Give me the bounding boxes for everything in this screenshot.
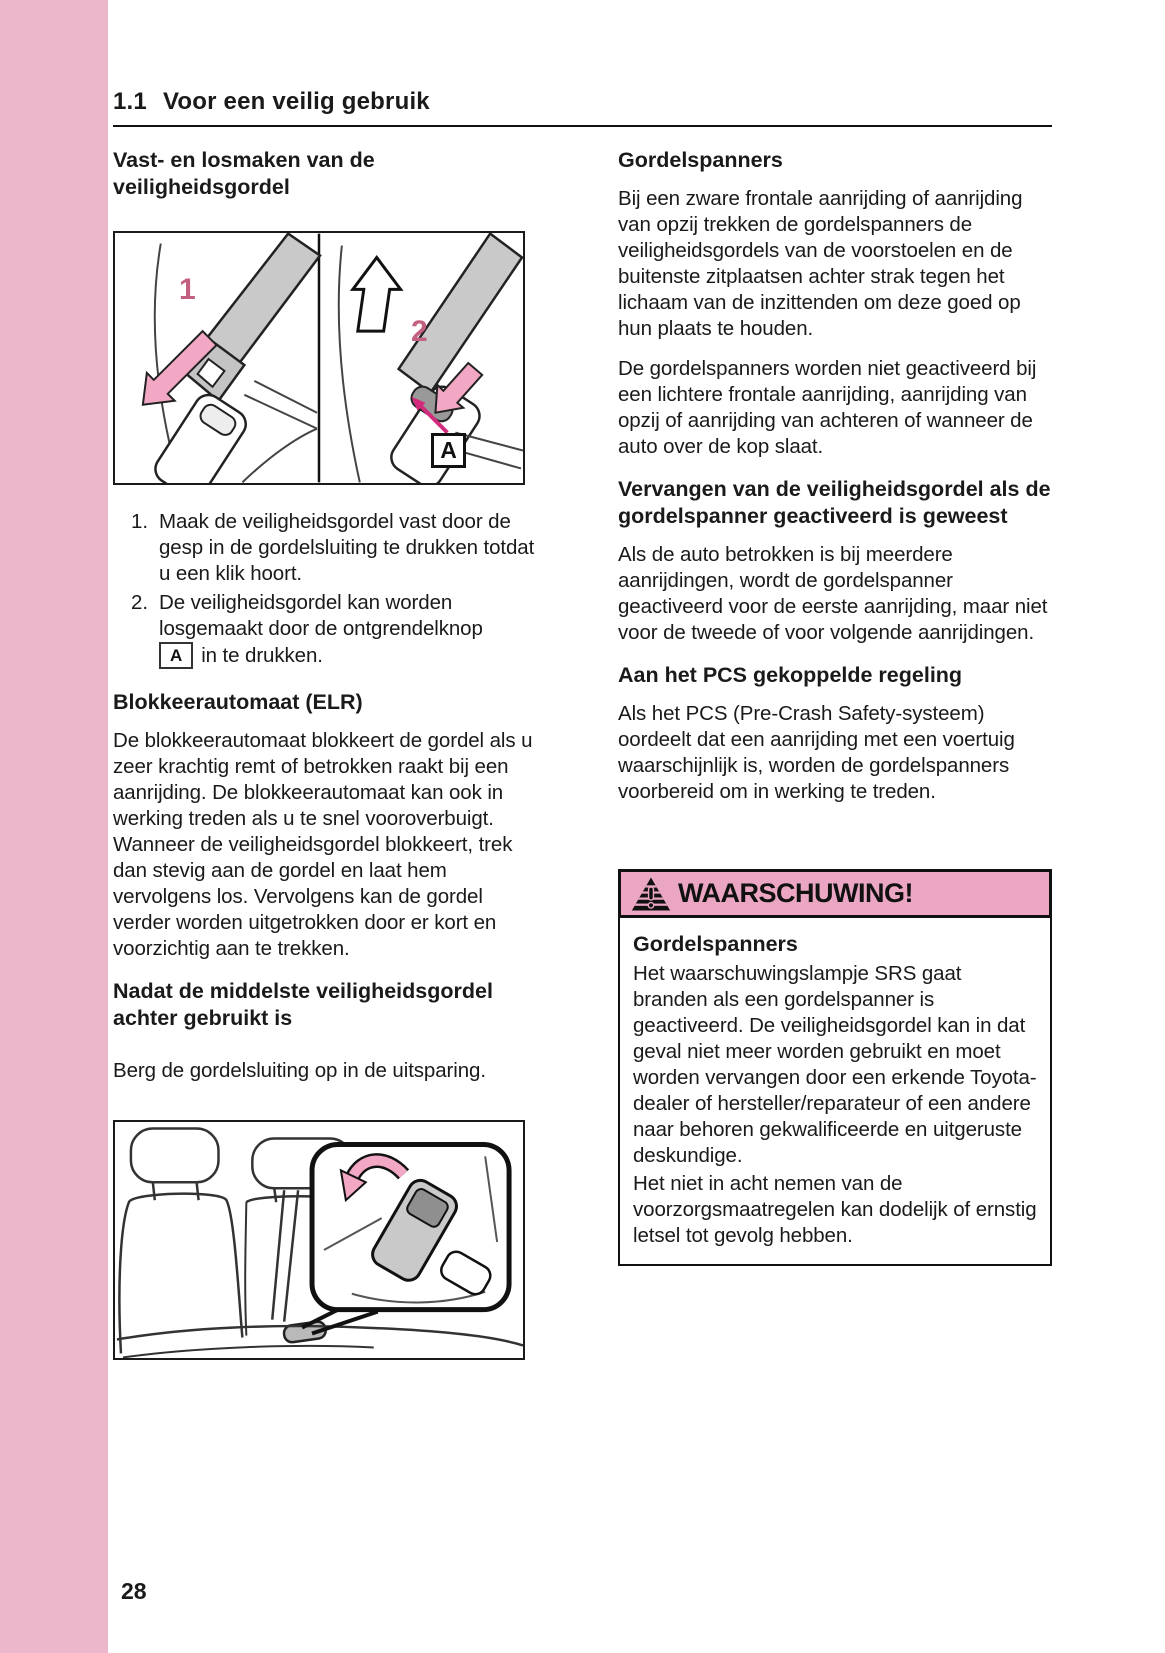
warning-triangle-icon [631, 876, 671, 912]
inline-label-a: A [159, 642, 193, 669]
warning-subheading: Gordelspanners [633, 932, 798, 956]
figure-seatbelt-fasten-release [113, 231, 525, 485]
warning-body [618, 918, 1052, 1266]
section-heading-elr: Blokkeerautomaat (ELR) [113, 690, 363, 714]
rear-seat-buckle-storage-illustration [115, 1122, 523, 1358]
chapter-number: 1.1 [113, 88, 147, 115]
section-heading-center-belt: Nadat de middelste veiligheidsgordel achter gebruikt is [113, 979, 493, 1030]
step-2-number: 2. [131, 591, 149, 614]
step-2-text [159, 590, 540, 669]
figure-buckle-storage [113, 1120, 525, 1360]
step-2 [131, 590, 540, 669]
section-heading-fasten-release: Vast- en losmaken van de veiligheidsgordel [113, 148, 375, 199]
page-content [113, 0, 1052, 1360]
warning-box [618, 869, 1052, 1266]
warning-paragraph-2: Het niet in acht nemen van de voorzorgsmaatregelen kan dodelijk of ernstig letsel tot gevolg hebben. [633, 1172, 1037, 1247]
paragraph-replace-belt: Als de auto betrokken is bij meerdere aanrijdingen, wordt de gordelspanner geactiveerd voor de eerste aanrijding, maar niet voor de tweede of voor volgende aanrijdingen. [618, 543, 1048, 644]
paragraph-pcs: Als het PCS (Pre-Crash Safety-systeem) oordeelt dat een aanrijding met een voertuig waarschijnlijk is, worden de gordelspanners voorbereid om in werking te treden. [618, 702, 1015, 803]
section-heading-pretensioners: Gordelspanners [618, 148, 783, 172]
paragraph-pretensioners-1: Bij een zware frontale aanrijding of aanrijding van opzij trekken de gordelspanners de veiligheidsgordels van de voorstoelen en de buitenste zitplaatsen achter strak tegen het lichaam van de inzittenden om deze goed op hun plaats te houden. [618, 187, 1023, 340]
chapter-header [113, 88, 1052, 127]
warning-paragraph-1: Het waarschuwingslampje SRS gaat branden als een gordelspanner is geactiveerd. De veiligheidsgordel kan in dat geval niet meer worden gebruikt en moet worden vervangen door een erkende Toyota-dealer of hersteller/reparateur of een andere naar behoren gekwalificeerde en uitgeruste deskundige. [633, 962, 1037, 1167]
figure-label-a-box [431, 433, 466, 468]
paragraph-elr: De blokkeerautomaat blokkeert de gordel als u zeer krachtig remt of betrokken raakt bij een aanrijding. De blokkeerautomaat kan ook in werking treden als u te snel vooroverbuigt. Wanneer de veiligheidsgordel blokkeert, trek dan stevig aan de gordel en laat hem vervolgens los. Vervolgens kan de gordel verder worden uitgetrokken door er kort en voorzichtig aan te trekken. [113, 729, 533, 960]
section-heading-replace-belt: Vervangen van de veiligheidsgordel als de gordelspanner geactiveerd is geweest [618, 477, 1051, 528]
warning-header [618, 869, 1052, 918]
paragraph-pretensioners-2: De gordelspanners worden niet geactiveerd bij een lichtere frontale aanrijding, aanrijding van opzij of aanrijding van achteren of wanneer de auto over de kop slaat. [618, 357, 1037, 458]
page-edge-pink-stripe [0, 0, 108, 1653]
step-2-text-before: De veiligheidsgordel kan worden losgemaakt door de ontgrendelknop [159, 591, 483, 640]
right-column [618, 127, 1052, 1360]
buckle-left-panel [150, 390, 251, 483]
step-1 [131, 509, 540, 587]
step-2-text-after: in te drukken. [201, 644, 323, 667]
figure-callout-1: 1 [179, 273, 196, 306]
step-1-number: 1. [131, 510, 149, 533]
paragraph-center-belt: Berg de gordelsluiting op in de uitsparing. [113, 1059, 486, 1082]
figure-callout-2: 2 [411, 315, 428, 348]
left-column [113, 127, 540, 1360]
section-heading-pcs: Aan het PCS gekoppelde regeling [618, 663, 963, 687]
figure-label-a: A [440, 437, 457, 463]
white-arrow-retract [353, 257, 401, 331]
fasten-release-steps [113, 509, 540, 669]
chapter-title: Voor een veilig gebruik [162, 88, 430, 115]
warning-title: WAARSCHUWING! [678, 878, 913, 908]
page-number: 28 [121, 1578, 147, 1604]
step-1-text: Maak de veiligheidsgordel vast door de gesp in de gordelsluiting te drukken totdat u een klik hoort. [159, 510, 535, 585]
